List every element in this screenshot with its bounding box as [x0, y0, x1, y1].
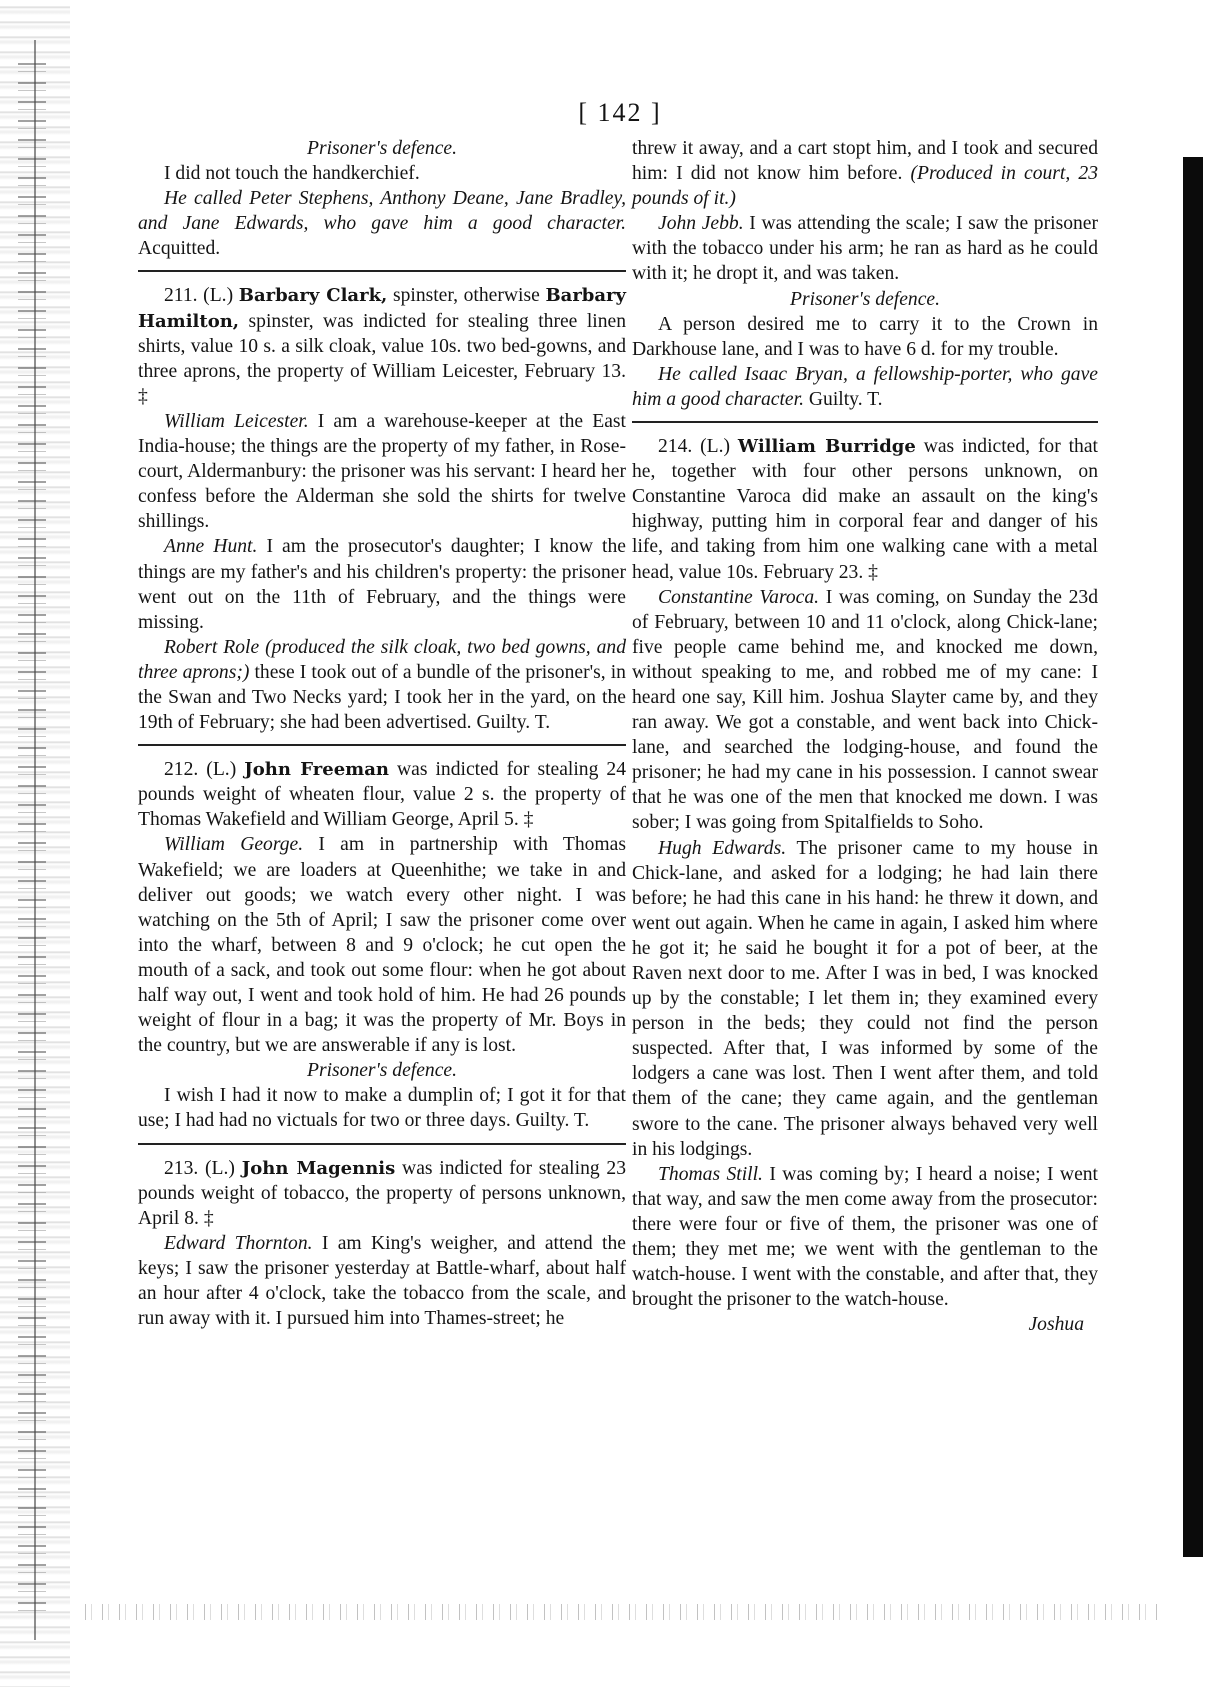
- case-divider: [138, 1143, 626, 1145]
- case-divider: [138, 270, 626, 272]
- defendant-name: Barbary Clark,: [238, 285, 388, 307]
- case-divider: [632, 421, 1098, 423]
- witness-testimony: [138, 534, 626, 634]
- witness-testimony: [632, 211, 1098, 286]
- case-211-indictment: [138, 283, 626, 408]
- indictment-text: was indicted for stealing 24 pounds weight of wheaten flour, value 2 s. the property of Thomas Wakefield and William George, April 5. ‡: [138, 759, 626, 831]
- witness-testimony: [632, 836, 1098, 1162]
- catchword: Joshua: [1028, 1314, 1084, 1336]
- case-number: 214. (L.): [658, 436, 731, 458]
- case-number: 213. (L.): [164, 1157, 235, 1179]
- binding-stitch-line: [34, 40, 36, 1640]
- defence-heading: Prisoner's defence.: [306, 1060, 457, 1082]
- indictment-text: spinster, was indicted for stealing three linen shirts, value 10 s. a silk cloak, value 10s. two bed-gowns, and three aprons, the property of William Leicester, February 13. ‡: [138, 310, 626, 407]
- witness-name: Thomas Still.: [658, 1163, 763, 1185]
- indictment-text: was indicted, for that he, together with four other persons unknown, on Constantine Varoca did make an assault on the king's highway, putting him in corporal fear and danger of his life, and taking from him one walking cane with a metal head, value 10s. February 23. ‡: [632, 436, 1098, 583]
- character-text: He called Isaac Bryan, a fellowship-porter, who gave him a good character.: [632, 363, 1098, 410]
- testimony-text: I was attending the scale; I saw the prisoner with the tobacco under his arm; he ran as hard as he could with it; he dropt it, and was taken.: [632, 213, 1099, 285]
- witness-name: Constantine Varoca.: [658, 586, 820, 608]
- witness-name: John Jebb.: [658, 213, 744, 235]
- page-number: [ 142 ]: [578, 98, 662, 127]
- left-column: [138, 136, 626, 1331]
- witness-testimony: [138, 635, 626, 735]
- case-number: 211. (L.): [164, 285, 234, 307]
- case-number: 212. (L.): [164, 759, 237, 781]
- character-witnesses: [632, 362, 1098, 412]
- testimony-text: threw it away, and a cart stopt him, and I took and secured him: I did not know him before.: [632, 138, 1098, 185]
- testimony-text: I was coming by; I heard a noise; I went that way, and saw the men come away from the prosecutor: there were four or five of them, the prisoner was one of them; they met me; we went with the gentleman to the watch-house. I went with the constable, and after that, they brought the prisoner to the watch-house.: [632, 1163, 1099, 1311]
- case-212-indictment: [138, 757, 626, 832]
- verdict: Guilty. T.: [476, 712, 551, 734]
- witness-name: Edward Thornton.: [164, 1232, 313, 1254]
- testimony-text: I am a warehouse-keeper at the East India-house; the things are the property of my father, in Rose-court, Aldermanbury: the prisoner was his servant: I heard her confess before the Alderman she sold the shirts for twelve shillings.: [138, 410, 626, 533]
- indictment-text: spinster, otherwise: [392, 285, 540, 307]
- witness-name: Anne Hunt.: [164, 536, 258, 558]
- scan-bottom-noise: [80, 1604, 1160, 1620]
- verdict: Guilty. T.: [515, 1110, 590, 1132]
- witness-testimony: [138, 832, 626, 1058]
- witness-name: William George.: [164, 834, 304, 856]
- verdict: Guilty. T.: [808, 388, 883, 410]
- scan-margin-bar: [1183, 157, 1203, 1557]
- testimony-text: I am in partnership with Thomas Wakefield; we are loaders at Queenhithe; we take in and deliver out goods; we watch every other night. I was watching on the 5th of April; I saw the prisoner come over into the wharf, between 8 and 9 o'clock; he cut open the mouth of a sack, and took out some flour: when he got about half way out, I went and took hold of him. He had 26 pounds weight of flour in a bag; it was the property of Mr. Boys in the country, but we are answerable if any is lost.: [138, 834, 626, 1057]
- witness-testimony: [138, 409, 626, 534]
- defence-statement: I wish I had it now to make a dumplin of; I got it for that use; I had had no victuals for two or three days.: [138, 1085, 626, 1132]
- right-column: [632, 136, 1098, 1337]
- witness-name: William Leicester.: [164, 410, 309, 432]
- witness-testimony: [632, 585, 1098, 836]
- witness-testimony: [138, 1231, 626, 1331]
- case-divider: [138, 744, 626, 746]
- produced-note: (Produced in court, 23 pounds of it.): [632, 163, 1099, 210]
- testimony-text: I am King's weigher, and attend the keys; I saw the prisoner yesterday at Battle-wharf, about half an hour after 4 o'clock, take the tobacco from the scale, and run away with it. I pursued him into Thames-street; he: [138, 1232, 626, 1330]
- defence-text: [138, 1083, 626, 1133]
- witness-name: Robert Role (produced the silk cloak, two bed gowns, and three aprons;): [138, 636, 626, 683]
- character-text: He called Peter Stephens, Anthony Deane, Jane Bradley, and Jane Edwards, who gave him a good character.: [138, 188, 626, 235]
- case-214-indictment: [632, 434, 1098, 585]
- case-213-indictment: [138, 1156, 626, 1231]
- defendant-alias: Barbary Hamilton,: [138, 285, 626, 332]
- character-witnesses: [138, 186, 626, 261]
- defendant-name: John Freeman: [244, 759, 389, 781]
- witness-name: Hugh Edwards.: [658, 837, 787, 859]
- indictment-text: was indicted for stealing 23 pounds weight of tobacco, the property of persons unknown, April 8. ‡: [138, 1157, 626, 1229]
- defence-text: A person desired me to carry it to the Crown in Darkhouse lane, and I was to have 6 d. for my trouble.: [632, 313, 1098, 360]
- witness-testimony: [632, 1162, 1098, 1313]
- defence-heading: Prisoner's defence.: [306, 138, 457, 159]
- verdict: Acquitted.: [138, 238, 221, 260]
- defence-text: I did not touch the handkerchief.: [164, 163, 420, 185]
- testimony-text: The prisoner came to my house in Chick-lane, and asked for a lodging; he had lain there before; he had this cane in his hand: he threw it down, and went out again. When he came in again, I asked him where he got it; he said he bought it for a pot of beer, at the Raven next door to me. After I was in bed, I was knocked up by the constable; I let them in; they examined every person in the beds; they could not find the person suspected. After that, I was informed by some of the lodgers a cane was lost. Then I went after them, and told them of the cane; they came again, and the gentleman swore to the cane. The prisoner always behaved very well in his lodgings.: [632, 837, 1099, 1160]
- defence-heading: Prisoner's defence.: [789, 288, 940, 310]
- testimony-text: I am the prosecutor's daughter; I know the things are my father's and his children's property: the prisoner went out on the 11th of February, and the things were missing.: [138, 536, 626, 633]
- testimony-text: I was coming, on Sunday the 23d of February, between 10 and 11 o'clock, along Chick-lane; five people came behind me, and knocked me down, without speaking to me, and robbed me of my cane: I heard one say, Kill him. Joshua Slayter came by, and they ran away. We got a constable, and went back into Chick-lane, and searched the lodging-house, and found the prisoner; he had my cane in his possession. I cannot swear that he was one of the men that knocked me down. I was sober; I was going from Spitalfields to Soho.: [632, 586, 1098, 834]
- testimony-continued: [632, 136, 1098, 211]
- defendant-name: William Burridge: [737, 436, 916, 458]
- testimony-text: these I took out of a bundle of the prisoner's, in the Swan and Two Necks yard; I took her in the yard, on the 19th of February; she had been advertised.: [138, 661, 626, 734]
- defendant-name: John Magennis: [241, 1157, 396, 1179]
